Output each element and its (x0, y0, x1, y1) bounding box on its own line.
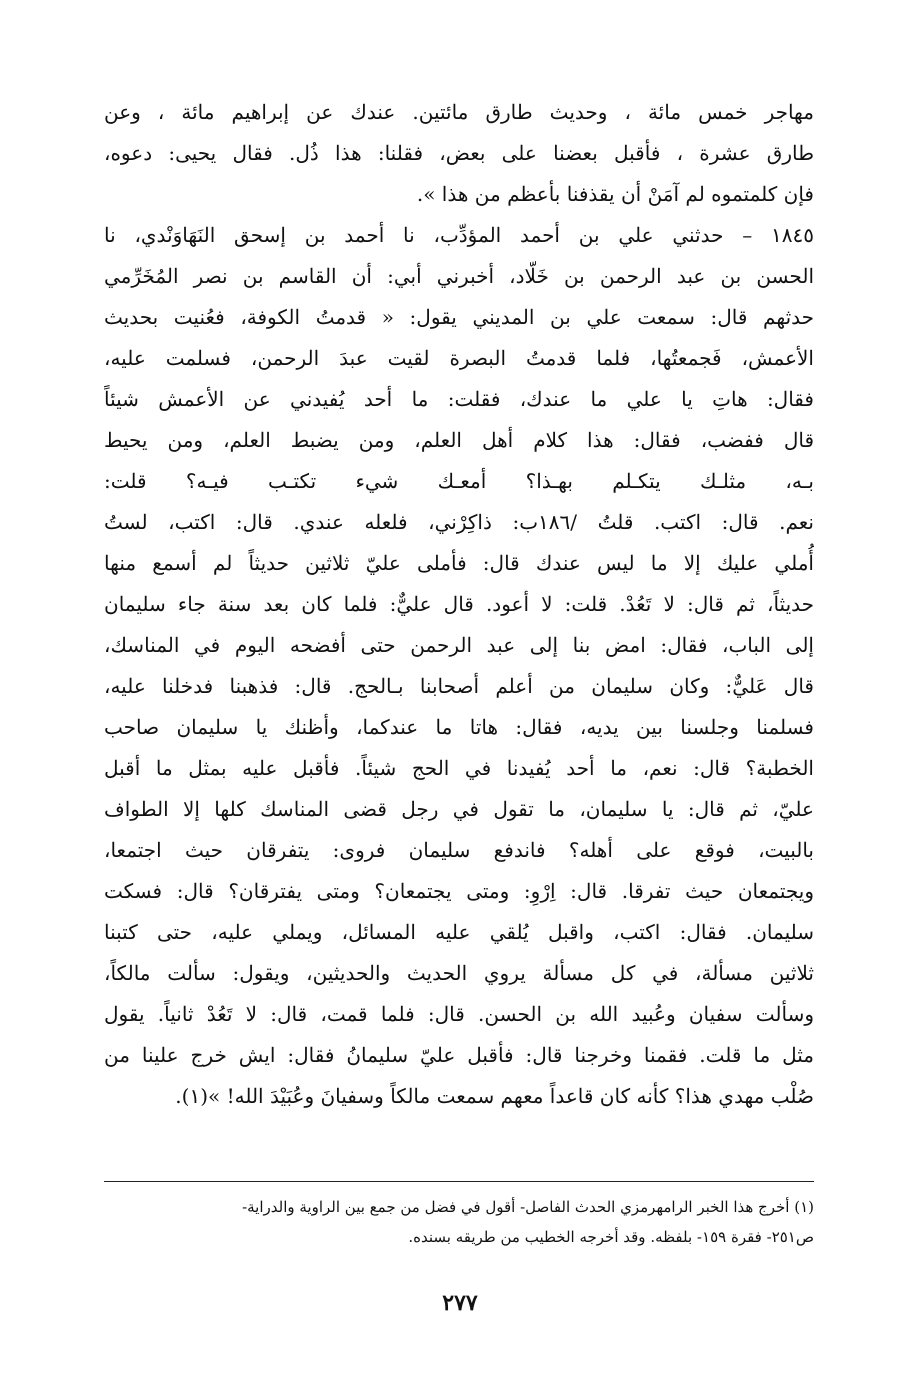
text-line: ويجتمعان حيث تفرقا. قال: اِرْوِ: ومتى يجتمعان؟ ومتى يفترقان؟ قال: فسكت (104, 879, 814, 903)
text-line: فسلمنا وجلسنا بين يديه، فقال: هاتا ما عندكما، وأظنك يا سليمان صاحب (104, 715, 814, 739)
text-line: الأعمش، فَجمعتُها، فلما قدمتُ البصرة لقيت عبدَ الرحمن، فسلمت عليه، (104, 346, 814, 370)
page-number: ٢٧٧ (442, 1290, 478, 1316)
text-line: بالبيت، فوقع على أهله؟ فاندفع سليمان فروى: يتفرقان حيث اجتمعا، (104, 838, 814, 862)
footnotes (104, 1192, 814, 1252)
text-line: فإن كلمتموه لم آمَنْ أن يقذفنا بأعظم من هذا ». (416, 182, 814, 206)
text-line: عليّ، ثم قال: يا سليمان، ما تقول في رجل قضى المناسك كلها إلا الطواف (104, 797, 814, 821)
text-line: أُملي عليك إلا ما ليس عندك قال: فأملى عليّ ثلاثين حديثاً لم أسمع منها (104, 551, 814, 575)
main-text-block (104, 92, 814, 1117)
footnote-line: ص٢٥١- فقرة ١٥٩- بلفظه. وقد أخرجه الخطيب من طريقه بسنده. (408, 1228, 814, 1246)
footnote-line: (١) أخرج هذا الخبر الرامهرمزي الحدث الفاصل- أقول في فضل من جمع بين الراوية والدراية- (242, 1198, 814, 1216)
footnote-divider (104, 1181, 814, 1182)
text-line: مهاجر خمس مائة ، وحديث طارق مائتين. عندك عن إبراهيم مائة ، وعن (104, 100, 814, 124)
text-line: مثل ما قلت. فقمنا وخرجنا قال: فأقبل عليّ سليمانُ فقال: ايش خرج علينا من (104, 1043, 814, 1067)
text-line: وسألت سفيان وعُبيد الله بن الحسن. قال: فلما قمت، قال: لا تَعُدْ ثانياً. يقول (104, 1002, 814, 1026)
text-line: سليمان. فقال: اكتب، واقبل يُلقي عليه المسائل، ويملي عليه، حتى كتبنا (104, 920, 814, 944)
text-line: قال عَليٌّ: وكان سليمان من أعلم أصحابنا بـالحج. قال: فذهبنا فدخلنا عليه، (104, 674, 814, 698)
text-line: فقال: هاتِ يا علي ما عندك، فقلت: ما أحد يُفيدني عن الأعمش شيئاً (104, 387, 814, 411)
text-line: إلى الباب، فقال: امض بنا إلى عبد الرحمن حتى أفضحه اليوم في المناسك، (104, 633, 814, 657)
text-line: الحسن بن عبد الرحمن بن خَلّاد، أخبرني أبي: أن القاسم بن نصر المُخَرِّمي (104, 264, 814, 288)
text-line: قال ففضب، فقال: هذا كلام أهل العلم، ومن يضبط العلم، ومن يحيط (104, 428, 814, 452)
text-line: حدثهم قال: سمعت علي بن المديني يقول: « قدمتُ الكوفة، فعُنيت بحديث (104, 305, 814, 329)
text-line: صُلْب مهدي هذا؟ كأنه كان قاعداً معهم سمعت مالكاً وسفيانَ وعُبَيْدَ الله! »(١). (175, 1084, 814, 1108)
text-line: نعم. قال: اكتب. قلتُ /١٨٦ب: ذاكِرْني، فلعله عندي. قال: اكتب، لستُ (104, 510, 814, 534)
text-line: ثلاثين مسألة، في كل مسألة يروي الحديث والحديثين، ويقول: سألت مالكاً، (104, 961, 814, 985)
text-line: طارق عشرة ، فأقبل بعضنا على بعض، فقلنا: هذا ذُل. فقال يحيى: دعوه، (104, 141, 814, 165)
text-line: ١٨٤٥ – حدثني علي بن أحمد المؤدِّب، نا أحمد بن إسحق النَهَاوَنْدي، نا (104, 223, 814, 247)
text-line: حديثاً، ثم قال: لا تَعُدْ. قلت: لا أعود. قال عليٌّ: فلما كان بعد سنة جاء سليمان (104, 592, 814, 616)
text-line: بـه، مثلـك يتكـلم بهـذا؟ أمعـك شيء تكتـب فيـه؟ قلت: (104, 469, 814, 493)
text-line: الخطبة؟ قال: نعم، ما أحد يُفيدنا في الحج شيئاً. فأقبل عليه بمثل ما أقبل (104, 756, 814, 780)
